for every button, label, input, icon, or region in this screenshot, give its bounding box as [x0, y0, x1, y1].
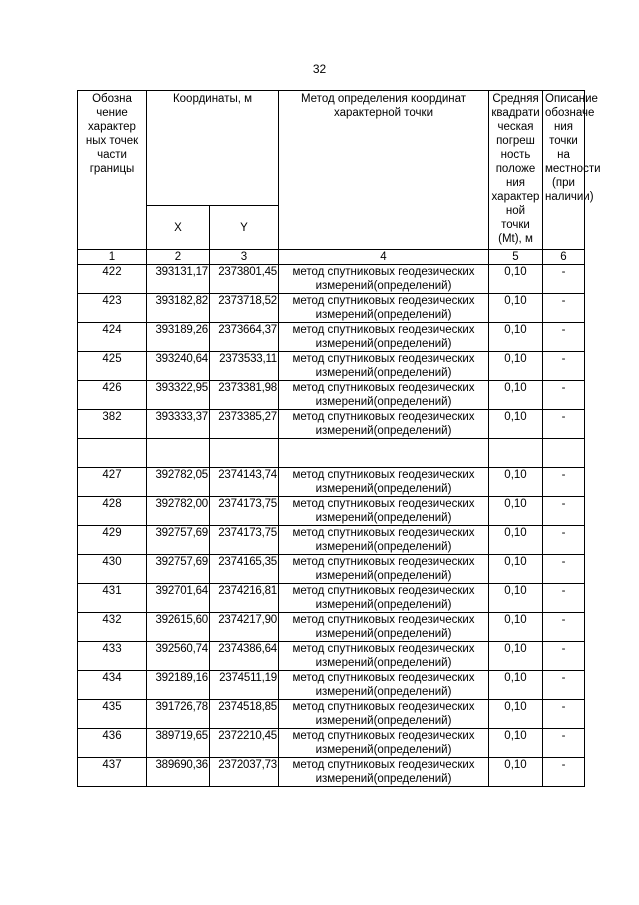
- error-value: 0,10: [489, 526, 543, 555]
- error-value: 0,10: [489, 758, 543, 787]
- coord-y: 2373385,27: [210, 410, 279, 439]
- table-row: [78, 642, 585, 671]
- description-value: -: [543, 555, 585, 584]
- column-number: 3: [210, 250, 279, 265]
- error-value: 0,10: [489, 729, 543, 758]
- point-number: 431: [78, 584, 147, 613]
- coord-y: 2374216,81: [210, 584, 279, 613]
- method-cell: [279, 265, 489, 294]
- description-value: -: [543, 526, 585, 555]
- header-method: Метод определения координат характерной точки: [279, 91, 489, 250]
- table-row: [78, 265, 585, 294]
- method-line-2: измерений(определений): [315, 338, 452, 350]
- description-value: -: [543, 497, 585, 526]
- header-y: Y: [210, 206, 279, 250]
- boundary-points-table: [77, 90, 601, 787]
- coord-y: 2373718,52: [210, 294, 279, 323]
- description-value: -: [543, 410, 585, 439]
- method-cell: [279, 323, 489, 352]
- header-coords: Координаты, м: [147, 91, 279, 206]
- method-cell: [279, 671, 489, 700]
- method-line-2: измерений(определений): [315, 541, 452, 553]
- description-value: -: [543, 700, 585, 729]
- coord-x: 392189,16: [147, 671, 210, 700]
- coord-y: 2374386,64: [210, 642, 279, 671]
- point-number: 429: [78, 526, 147, 555]
- method-cell: [279, 700, 489, 729]
- coord-y: 2372210,45: [210, 729, 279, 758]
- method-line-2: измерений(определений): [315, 309, 452, 321]
- table-row: [78, 323, 585, 352]
- coord-x: 392782,05: [147, 468, 210, 497]
- coord-x: 393189,26: [147, 323, 210, 352]
- header-error: Средняя квадрати ческая погреш ность положе ния характер ной точки (Mt), м: [489, 91, 543, 250]
- method-line-1: метод спутниковых геодезических: [292, 382, 475, 394]
- table-row: [78, 352, 585, 381]
- empty-cell: [543, 439, 585, 468]
- point-number: 428: [78, 497, 147, 526]
- table-row: [78, 555, 585, 584]
- description-value: -: [543, 323, 585, 352]
- method-line-2: измерений(определений): [315, 483, 452, 495]
- error-value: 0,10: [489, 555, 543, 584]
- table-row: [78, 584, 585, 613]
- coord-x: 393182,82: [147, 294, 210, 323]
- table-row: [78, 497, 585, 526]
- coord-y: 2373381,98: [210, 381, 279, 410]
- table-row: [78, 758, 585, 787]
- method-line-2: измерений(определений): [315, 367, 452, 379]
- coord-x: 389719,65: [147, 729, 210, 758]
- error-value: 0,10: [489, 584, 543, 613]
- coord-x: 393131,17: [147, 265, 210, 294]
- page-number: 32: [312, 62, 327, 76]
- description-value: -: [543, 584, 585, 613]
- error-value: 0,10: [489, 613, 543, 642]
- point-number: 426: [78, 381, 147, 410]
- empty-cell: [210, 439, 279, 468]
- point-number: 436: [78, 729, 147, 758]
- method-line-2: измерений(определений): [315, 744, 452, 756]
- column-numbers-row: [78, 250, 585, 265]
- coord-y: 2374173,75: [210, 526, 279, 555]
- description-value: -: [543, 381, 585, 410]
- table-row: [78, 294, 585, 323]
- method-line-1: метод спутниковых геодезических: [292, 266, 475, 278]
- point-number: 432: [78, 613, 147, 642]
- method-cell: [279, 410, 489, 439]
- column-number: 1: [78, 250, 147, 265]
- coord-x: 392782,00: [147, 497, 210, 526]
- coord-y: 2373801,45: [210, 265, 279, 294]
- method-line-2: измерений(определений): [315, 280, 452, 292]
- coord-x: 393322,95: [147, 381, 210, 410]
- point-number: 433: [78, 642, 147, 671]
- empty-cell: [279, 439, 489, 468]
- header-point: Обозна чение характер ных точек части границы: [78, 91, 147, 250]
- error-value: 0,10: [489, 671, 543, 700]
- method-line-2: измерений(определений): [315, 657, 452, 669]
- table-row: [78, 410, 585, 439]
- column-number: 2: [147, 250, 210, 265]
- error-value: 0,10: [489, 323, 543, 352]
- coord-y: 2374165,35: [210, 555, 279, 584]
- method-line-1: метод спутниковых геодезических: [292, 353, 475, 365]
- method-line-1: метод спутниковых геодезических: [292, 498, 475, 510]
- empty-cell: [78, 439, 147, 468]
- method-line-2: измерений(определений): [315, 425, 452, 437]
- coord-y: 2374173,75: [210, 497, 279, 526]
- table-row: [78, 671, 585, 700]
- table-row: [78, 526, 585, 555]
- method-cell: [279, 526, 489, 555]
- description-value: -: [543, 613, 585, 642]
- method-cell: [279, 381, 489, 410]
- method-line-1: метод спутниковых геодезических: [292, 411, 475, 423]
- point-number: 430: [78, 555, 147, 584]
- table-row: [78, 468, 585, 497]
- error-value: 0,10: [489, 497, 543, 526]
- method-line-2: измерений(определений): [315, 396, 452, 408]
- coord-y: 2374518,85: [210, 700, 279, 729]
- coord-x: 393333,37: [147, 410, 210, 439]
- point-number: 437: [78, 758, 147, 787]
- description-value: -: [543, 729, 585, 758]
- point-number: 425: [78, 352, 147, 381]
- method-line-2: измерений(определений): [315, 715, 452, 727]
- coord-x: 392615,60: [147, 613, 210, 642]
- description-value: -: [543, 758, 585, 787]
- coord-y: 2374143,74: [210, 468, 279, 497]
- method-line-1: метод спутниковых геодезических: [292, 527, 475, 539]
- coord-y: 2372037,73: [210, 758, 279, 787]
- coord-x: 393240,64: [147, 352, 210, 381]
- description-value: -: [543, 671, 585, 700]
- point-number: 382: [78, 410, 147, 439]
- table-row: [78, 700, 585, 729]
- table-row: [78, 729, 585, 758]
- coord-x: 389690,36: [147, 758, 210, 787]
- description-value: -: [543, 294, 585, 323]
- method-cell: [279, 294, 489, 323]
- method-cell: [279, 642, 489, 671]
- coord-x: 392757,69: [147, 526, 210, 555]
- description-value: -: [543, 352, 585, 381]
- method-line-1: метод спутниковых геодезических: [292, 469, 475, 481]
- error-value: 0,10: [489, 265, 543, 294]
- method-cell: [279, 758, 489, 787]
- coord-y: 2373664,37: [210, 323, 279, 352]
- error-value: 0,10: [489, 468, 543, 497]
- empty-cell: [489, 439, 543, 468]
- header-desc: Описание обозначе ния точки на местности (при наличии): [543, 91, 585, 250]
- method-line-1: метод спутниковых геодезических: [292, 556, 475, 568]
- description-value: -: [543, 468, 585, 497]
- coord-x: 392701,64: [147, 584, 210, 613]
- method-line-2: измерений(определений): [315, 628, 452, 640]
- coord-y: 2373533,11: [210, 352, 279, 381]
- error-value: 0,10: [489, 294, 543, 323]
- method-line-2: измерений(определений): [315, 686, 452, 698]
- method-line-2: измерений(определений): [315, 773, 452, 785]
- method-cell: [279, 497, 489, 526]
- method-line-2: измерений(определений): [315, 599, 452, 611]
- empty-cell: [147, 439, 210, 468]
- method-line-1: метод спутниковых геодезических: [292, 701, 475, 713]
- method-line-1: метод спутниковых геодезических: [292, 585, 475, 597]
- coord-y: 2374217,90: [210, 613, 279, 642]
- point-number: 422: [78, 265, 147, 294]
- method-line-2: измерений(определений): [315, 570, 452, 582]
- coord-x: 392757,69: [147, 555, 210, 584]
- error-value: 0,10: [489, 352, 543, 381]
- method-line-1: метод спутниковых геодезических: [292, 295, 475, 307]
- method-line-1: метод спутниковых геодезических: [292, 730, 475, 742]
- column-number: 4: [279, 250, 489, 265]
- table-row: [78, 613, 585, 642]
- column-number: 6: [543, 250, 585, 265]
- coord-x: 391726,78: [147, 700, 210, 729]
- point-number: 434: [78, 671, 147, 700]
- method-cell: [279, 555, 489, 584]
- method-cell: [279, 613, 489, 642]
- header-x: X: [147, 206, 210, 250]
- description-value: -: [543, 642, 585, 671]
- method-line-1: метод спутниковых геодезических: [292, 759, 475, 771]
- column-number: 5: [489, 250, 543, 265]
- description-value: -: [543, 265, 585, 294]
- method-cell: [279, 468, 489, 497]
- point-number: 435: [78, 700, 147, 729]
- method-line-1: метод спутниковых геодезических: [292, 643, 475, 655]
- point-number: 423: [78, 294, 147, 323]
- point-number: 427: [78, 468, 147, 497]
- coord-y: 2374511,19: [210, 671, 279, 700]
- method-cell: [279, 352, 489, 381]
- error-value: 0,10: [489, 381, 543, 410]
- method-line-1: метод спутниковых геодезических: [292, 614, 475, 626]
- error-value: 0,10: [489, 410, 543, 439]
- method-cell: [279, 584, 489, 613]
- method-line-1: метод спутниковых геодезических: [292, 672, 475, 684]
- method-cell: [279, 729, 489, 758]
- method-line-1: метод спутниковых геодезических: [292, 324, 475, 336]
- method-line-2: измерений(определений): [315, 512, 452, 524]
- error-value: 0,10: [489, 700, 543, 729]
- error-value: 0,10: [489, 642, 543, 671]
- point-number: 424: [78, 323, 147, 352]
- table-row: [78, 381, 585, 410]
- empty-separator-row: [78, 439, 585, 468]
- coord-x: 392560,74: [147, 642, 210, 671]
